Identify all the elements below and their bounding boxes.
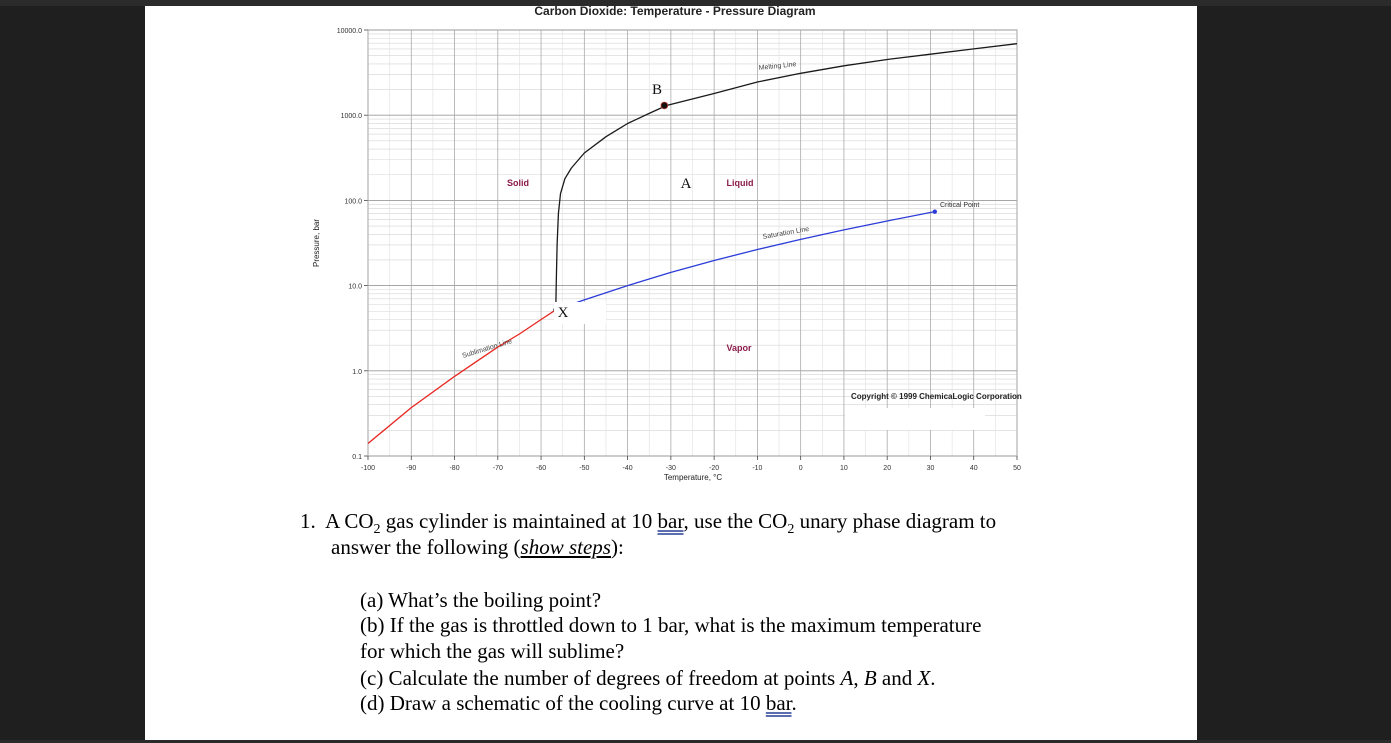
question-part-b-line-2: for which the gas will sublime? bbox=[360, 639, 625, 663]
copyright-box bbox=[845, 408, 985, 430]
point-label-a: A bbox=[680, 176, 692, 192]
q1-text-b: gas cylinder is maintained at 10 bbox=[380, 509, 658, 533]
qc-point-a: A bbox=[840, 666, 854, 690]
x-tick-label: -30 bbox=[665, 465, 676, 472]
chart-title: Carbon Dioxide: Temperature - Pressure Diagram bbox=[534, 6, 816, 18]
y-tick-label: 10000.0 bbox=[336, 28, 362, 35]
question-number: 1. bbox=[300, 509, 316, 533]
question-1-line-1 bbox=[300, 509, 996, 538]
sublimation-line-label: Sublimation Line bbox=[461, 338, 514, 360]
saturation-line-label: Saturation Line bbox=[762, 225, 810, 241]
qd-bar-word: bar bbox=[765, 691, 792, 715]
critical-point-label: Critical Point bbox=[940, 202, 980, 209]
region-label-liquid: Liquid bbox=[726, 178, 754, 188]
bar-word: bar bbox=[657, 509, 684, 533]
x-axis-label: Temperature, °C bbox=[663, 473, 723, 482]
y-tick-label: 1000.0 bbox=[340, 113, 362, 121]
question-part-b-line-1: (b) If the gas is throttled down to 1 bar, what is the maximum temperature bbox=[360, 613, 982, 637]
x-tick-label: -100 bbox=[360, 465, 376, 472]
x-tick-label: 40 bbox=[969, 465, 978, 472]
question-part-a: (a) What’s the boiling point? bbox=[360, 588, 602, 612]
qc-end: . bbox=[930, 666, 936, 690]
qc-comma: , bbox=[853, 666, 864, 690]
x-tick-label: 10 bbox=[840, 465, 848, 472]
question-part-c bbox=[360, 666, 936, 691]
x-tick-label: -80 bbox=[449, 465, 460, 472]
x-tick-label: -40 bbox=[622, 465, 633, 472]
qd-end: . bbox=[791, 691, 797, 715]
qd-text: (d) Draw a schematic of the cooling curve at 10 bbox=[360, 691, 766, 715]
x-tick-label: -90 bbox=[406, 465, 417, 472]
question-1-line-2 bbox=[331, 535, 624, 560]
melting-line-label: Melting Line bbox=[758, 61, 797, 72]
x-tick-label: -10 bbox=[752, 465, 763, 472]
point-label-x: X bbox=[557, 305, 569, 321]
qc-text: (c) Calculate the number of degrees of freedom at points bbox=[360, 666, 841, 690]
subscript-2: 2 bbox=[373, 522, 381, 538]
critical-point-marker bbox=[933, 209, 937, 213]
q1-text-d: unary phase diagram to bbox=[794, 509, 997, 533]
y-axis-label: Pressure, bar bbox=[312, 218, 321, 268]
point-label-b: B bbox=[651, 82, 663, 98]
q1-text-c: , use the CO bbox=[683, 509, 788, 533]
x-tick-label: -20 bbox=[709, 465, 720, 472]
q1-text-e: answer the following ( bbox=[331, 535, 521, 559]
x-tick-label: 50 bbox=[1013, 465, 1021, 472]
y-tick-label: 100.0 bbox=[344, 198, 362, 206]
x-tick-label: -60 bbox=[536, 465, 547, 472]
x-tick-label: -70 bbox=[492, 465, 503, 472]
document-page bbox=[145, 6, 1197, 740]
region-label-vapor: Vapor bbox=[726, 343, 752, 353]
qc-point-x: X bbox=[917, 666, 931, 690]
x-tick-label: 20 bbox=[883, 465, 892, 472]
region-label-solid: Solid bbox=[507, 178, 529, 188]
x-tick-label: -50 bbox=[579, 465, 590, 472]
q1-text-f: ): bbox=[610, 535, 624, 559]
point-b-marker bbox=[661, 102, 668, 109]
x-tick-label: 0 bbox=[798, 465, 803, 472]
y-tick-label: 10.0 bbox=[348, 283, 362, 291]
y-tick-label: 1.0 bbox=[352, 368, 362, 376]
copyright-text: Copyright © 1999 ChemicaLogic Corporation bbox=[851, 392, 1022, 401]
q1-text-a: A CO bbox=[325, 509, 374, 533]
y-tick-label: 0.1 bbox=[352, 454, 362, 461]
x-tick-label: 30 bbox=[926, 465, 935, 472]
subscript-2b: 2 bbox=[787, 522, 795, 538]
show-steps-text: show steps bbox=[520, 535, 611, 559]
question-part-d bbox=[360, 691, 797, 716]
qc-point-b: B bbox=[863, 666, 877, 690]
qc-and: and bbox=[876, 666, 918, 690]
phase-diagram-chart bbox=[145, 6, 1197, 496]
